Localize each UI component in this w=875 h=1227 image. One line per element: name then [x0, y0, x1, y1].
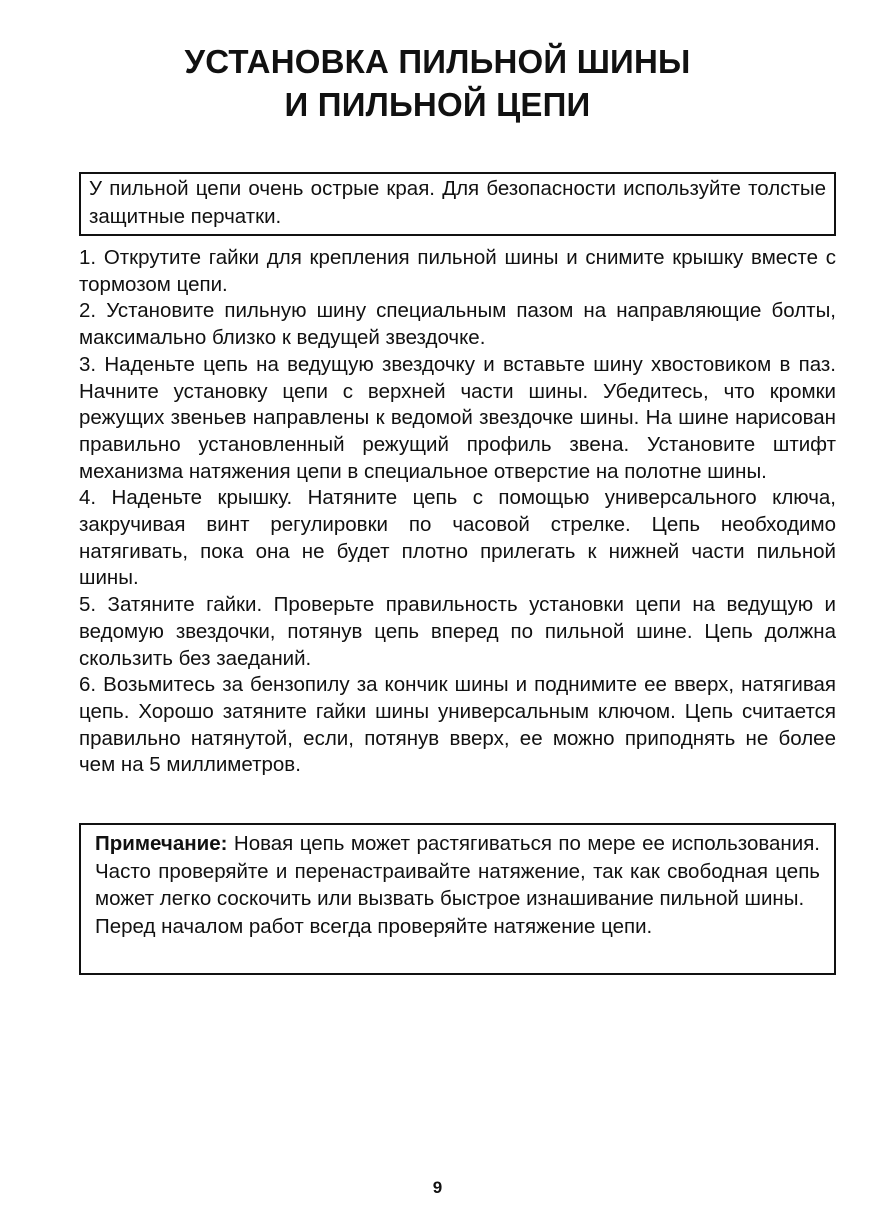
note-paragraph [95, 830, 820, 913]
step-4: 4. Наденьте крышку. Натяните цепь с помощью универсального ключа, закручивая винт регулировки по часовой стрелке. Цепь необходимо натягивать, пока она не будет плотно прилегать к нижней части пильной шины. [79, 486, 836, 590]
step-1: 1. Открутите гайки для крепления пильной шины и снимите крышку вместе с тормозом цепи. [79, 246, 836, 296]
instruction-steps [79, 245, 836, 779]
warning-box [79, 172, 836, 236]
step-5: 5. Затяните гайки. Проверьте правильность установки цепи на ведущую и ведомую звездочки, потянув цепь вперед по пильной шине. Цепь должна скользить без заеданий. [79, 593, 836, 670]
warning-text: У пильной цепи очень острые края. Для безопасности используйте толстые защитные перчатки. [89, 177, 826, 228]
note-box [79, 823, 836, 975]
page-number: 9 [432, 1178, 443, 1197]
step-2: 2. Установите пильную шину специальным пазом на направляющие болты, максимально близко к ведущей звездочке. [79, 299, 836, 350]
page-title [0, 40, 875, 126]
note-text: Новая цепь может растягиваться по мере ее использования. Часто проверяйте и перенастраивайте натяжение, так как свободная цепь может легко соскочить или вызвать быстрое изнашивание пильной шины. [95, 832, 820, 910]
note-extra-text: Перед началом работ всегда проверяйте натяжение цепи. [95, 914, 653, 938]
step-6: 6. Возьмитесь за бензопилу за кончик шины и поднимите ее вверх, натягивая цепь. Хорошо затяните гайки шины универсальным ключом. Цепь считается правильно натянутой, если, потянув вверх, ее можно приподнять не более чем на 5 миллиметров. [79, 673, 836, 777]
page-title-line-1: УСТАНОВКА ПИЛЬНОЙ ШИНЫ [184, 43, 691, 80]
page-title-line-2: И ПИЛЬНОЙ ЦЕПИ [284, 86, 591, 123]
note-label: Примечание: [95, 832, 228, 855]
step-3: 3. Наденьте цепь на ведущую звездочку и вставьте шину хвостовиком в паз. Начните установку цепи с верхней части шины. Убедитесь, что кромки режущих звеньев направлены к ведомой звездочке шины. На шине нарисован правильно установленный режущий профиль звена. Установите штифт механизма натяжения цепи в специальное отверстие на полотне шины. [79, 352, 836, 483]
